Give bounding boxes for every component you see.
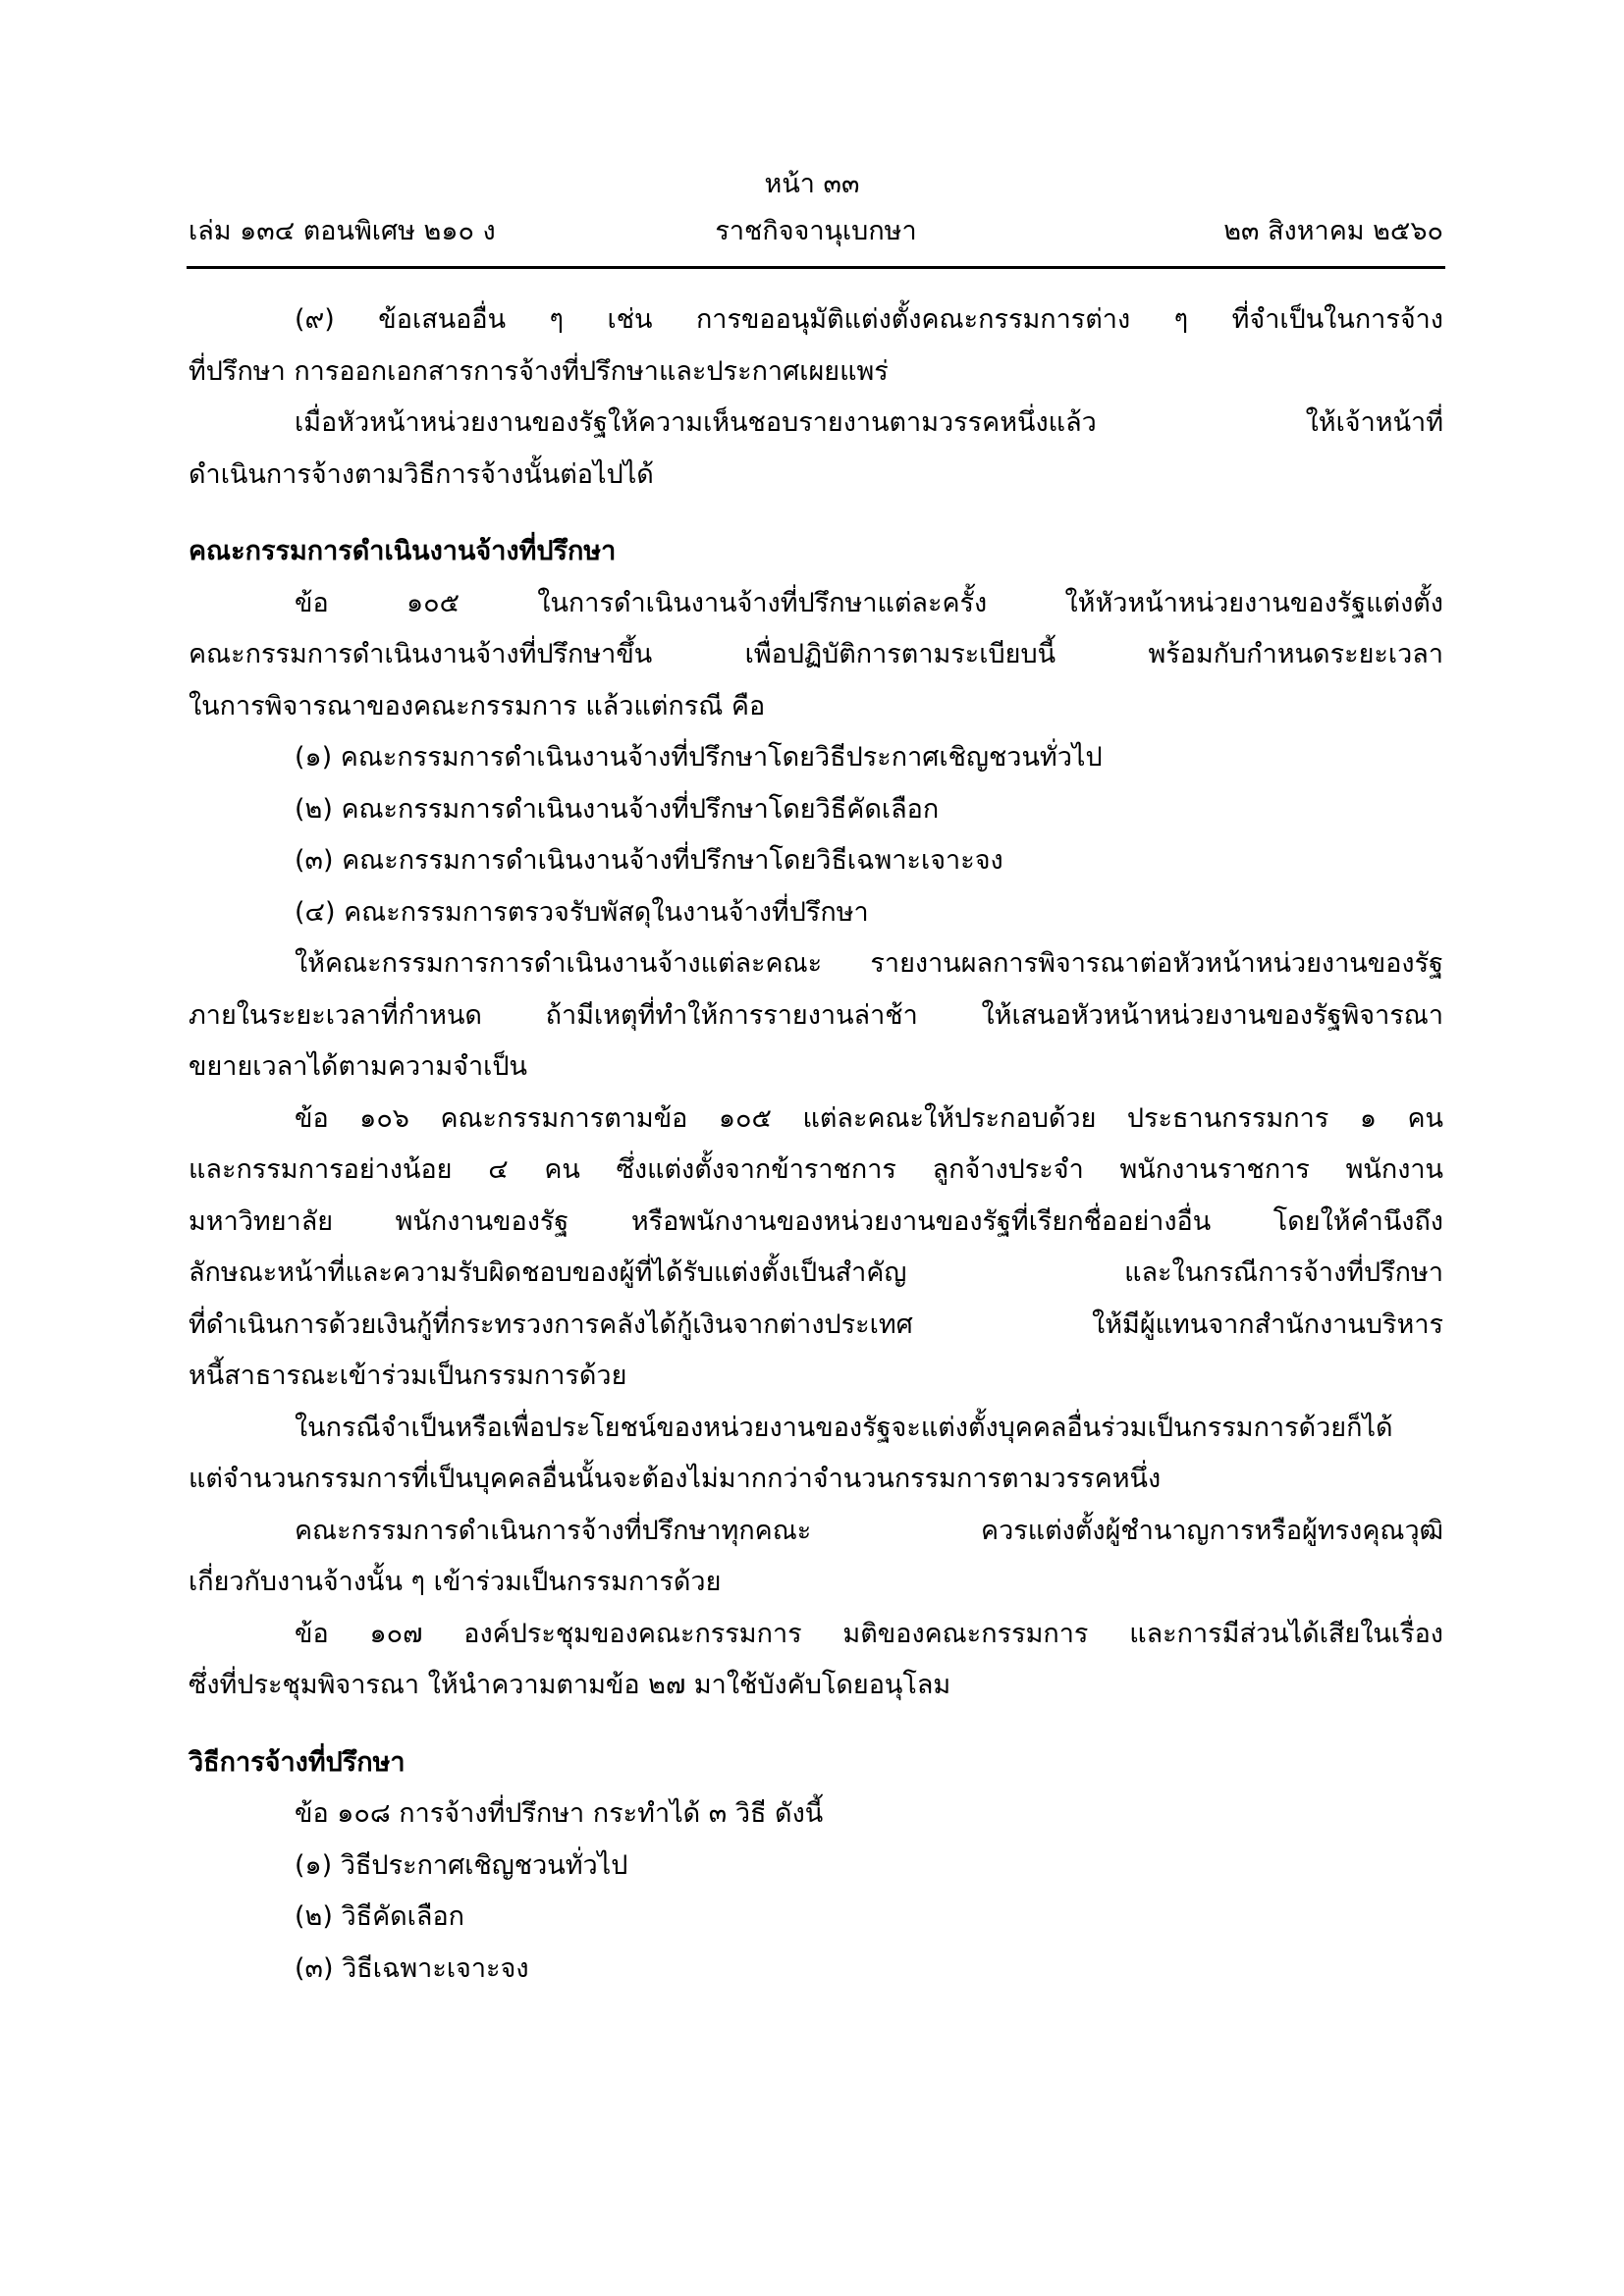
volume-issue: เล่ม ๑๓๔ ตอนพิเศษ ๒๑๐ ง [189, 216, 496, 246]
document-body [189, 294, 1443, 1995]
section-heading: คณะกรรมการดำเนินงานจ้างที่ปรึกษา [189, 536, 617, 566]
paragraph-line: ลักษณะหน้าที่และความรับผิดชอบของผู้ที่ได้รับแต่งตั้งเป็นสำคัญ และในกรณีการจ้างที่ปรึกษา [189, 1257, 1443, 1288]
paragraph-line: มหาวิทยาลัย พนักงานของรัฐ หรือพนักงานของหน่วยงานของรัฐที่เรียกชื่ออย่างอื่น โดยให้คำนึงถึง [189, 1205, 1443, 1237]
paragraph-line: ข้อ ๑๐๗ องค์ประชุมของคณะกรรมการ มติของคณะกรรมการ และการมีส่วนได้เสียในเรื่อง [295, 1618, 1443, 1649]
list-item: (๒) วิธีคัดเลือก [295, 1901, 465, 1932]
paragraph-line: คณะกรรมการดำเนินงานจ้างที่ปรึกษาขึ้น เพื่อปฏิบัติการตามระเบียบนี้ พร้อมกับกำหนดระยะเวลา [189, 639, 1443, 669]
paragraph-line: (๙) ข้อเสนออื่น ๆ เช่น การขออนุมัติแต่งตั้งคณะกรรมการต่าง ๆ ที่จำเป็นในการจ้าง [295, 304, 1443, 335]
paragraph-line: ซึ่งที่ประชุมพิจารณา ให้นำความตามข้อ ๒๗ มาใช้บังคับโดยอนุโลม [189, 1670, 951, 1700]
page-number-label: หน้า ๓๓ [764, 169, 860, 199]
list-item: (๔) คณะกรรมการตรวจรับพัสดุในงานจ้างที่ปรึกษา [295, 896, 869, 928]
paragraph-line: คณะกรรมการดำเนินการจ้างที่ปรึกษาทุกคณะ ควรแต่งตั้งผู้ชำนาญการหรือผู้ทรงคุณวุฒิ [295, 1515, 1443, 1546]
paragraph-line: หนี้สาธารณะเข้าร่วมเป็นกรรมการด้วย [189, 1361, 627, 1391]
gazette-header [189, 212, 1443, 255]
paragraph-line: แต่จำนวนกรรมการที่เป็นบุคคลอื่นนั้นจะต้องไม่มากกว่าจำนวนกรรมการตามวรรคหนึ่ง [189, 1464, 1162, 1494]
gazette-title: ราชกิจจานุเบกษา [715, 216, 917, 246]
list-item: (๑) คณะกรรมการดำเนินงานจ้างที่ปรึกษาโดยวิธีประกาศเชิญชวนทั่วไป [295, 742, 1103, 773]
paragraph-line: ข้อ ๑๐๘ การจ้างที่ปรึกษา กระทำได้ ๓ วิธี ดังนี้ [295, 1798, 824, 1829]
paragraph-line: เกี่ยวกับงานจ้างนั้น ๆ เข้าร่วมเป็นกรรมการด้วย [189, 1567, 722, 1597]
paragraph-line: ในการพิจารณาของคณะกรรมการ แล้วแต่กรณี คือ [189, 690, 766, 721]
list-item: (๓) คณะกรรมการดำเนินงานจ้างที่ปรึกษาโดยวิธีเฉพาะเจาะจง [295, 845, 1003, 876]
paragraph-line: ที่ปรึกษา การออกเอกสารการจ้างที่ปรึกษาและประกาศเผยแพร่ [189, 355, 889, 387]
publication-date: ๒๓ สิงหาคม ๒๕๖๐ [1223, 216, 1443, 246]
paragraph-line: ให้คณะกรรมการการดำเนินงานจ้างแต่ละคณะ รายงานผลการพิจารณาต่อหัวหน้าหน่วยงานของรัฐ [295, 948, 1443, 979]
paragraph-line: เมื่อหัวหน้าหน่วยงานของรัฐให้ความเห็นชอบรายงานตามวรรคหนึ่งแล้ว ให้เจ้าหน้าที่ [295, 407, 1443, 438]
paragraph-line: และกรรมการอย่างน้อย ๔ คน ซึ่งแต่งตั้งจากข้าราชการ ลูกจ้างประจำ พนักงานราชการ พนักงาน [189, 1154, 1443, 1185]
section-heading: วิธีการจ้างที่ปรึกษา [189, 1746, 406, 1778]
paragraph-line: ภายในระยะเวลาที่กำหนด ถ้ามีเหตุที่ทำให้การรายงานล่าช้า ให้เสนอหัวหน้าหน่วยงานของรัฐพิจารณา [189, 999, 1443, 1031]
list-item: (๒) คณะกรรมการดำเนินงานจ้างที่ปรึกษาโดยวิธีคัดเลือก [295, 793, 940, 825]
paragraph-line: ข้อ ๑๐๖ คณะกรรมการตามข้อ ๑๐๕ แต่ละคณะให้ประกอบด้วย ประธานกรรมการ ๑ คน [295, 1102, 1443, 1134]
paragraph-line: ดำเนินการจ้างตามวิธีการจ้างนั้นต่อไปได้ [189, 458, 654, 490]
paragraph-line: ที่ดำเนินการด้วยเงินกู้ที่กระทรวงการคลังได้กู้เงินจากต่างประเทศ ให้มีผู้แทนจากสำนักงานบริหาร [189, 1308, 1443, 1340]
paragraph-line: ในกรณีจำเป็นหรือเพื่อประโยชน์ของหน่วยงานของรัฐจะแต่งตั้งบุคคลอื่นร่วมเป็นกรรมการด้วยก็ได้ [295, 1412, 1393, 1443]
list-item: (๓) วิธีเฉพาะเจาะจง [295, 1952, 529, 1984]
paragraph-line: ข้อ ๑๐๕ ในการดำเนินงานจ้างที่ปรึกษาแต่ละครั้ง ให้หัวหน้าหน่วยงานของรัฐแต่งตั้ง [295, 587, 1443, 618]
paragraph-line: ขยายเวลาได้ตามความจำเป็น [189, 1051, 527, 1082]
header-divider [187, 266, 1445, 269]
list-item: (๑) วิธีประกาศเชิญชวนทั่วไป [295, 1849, 628, 1881]
